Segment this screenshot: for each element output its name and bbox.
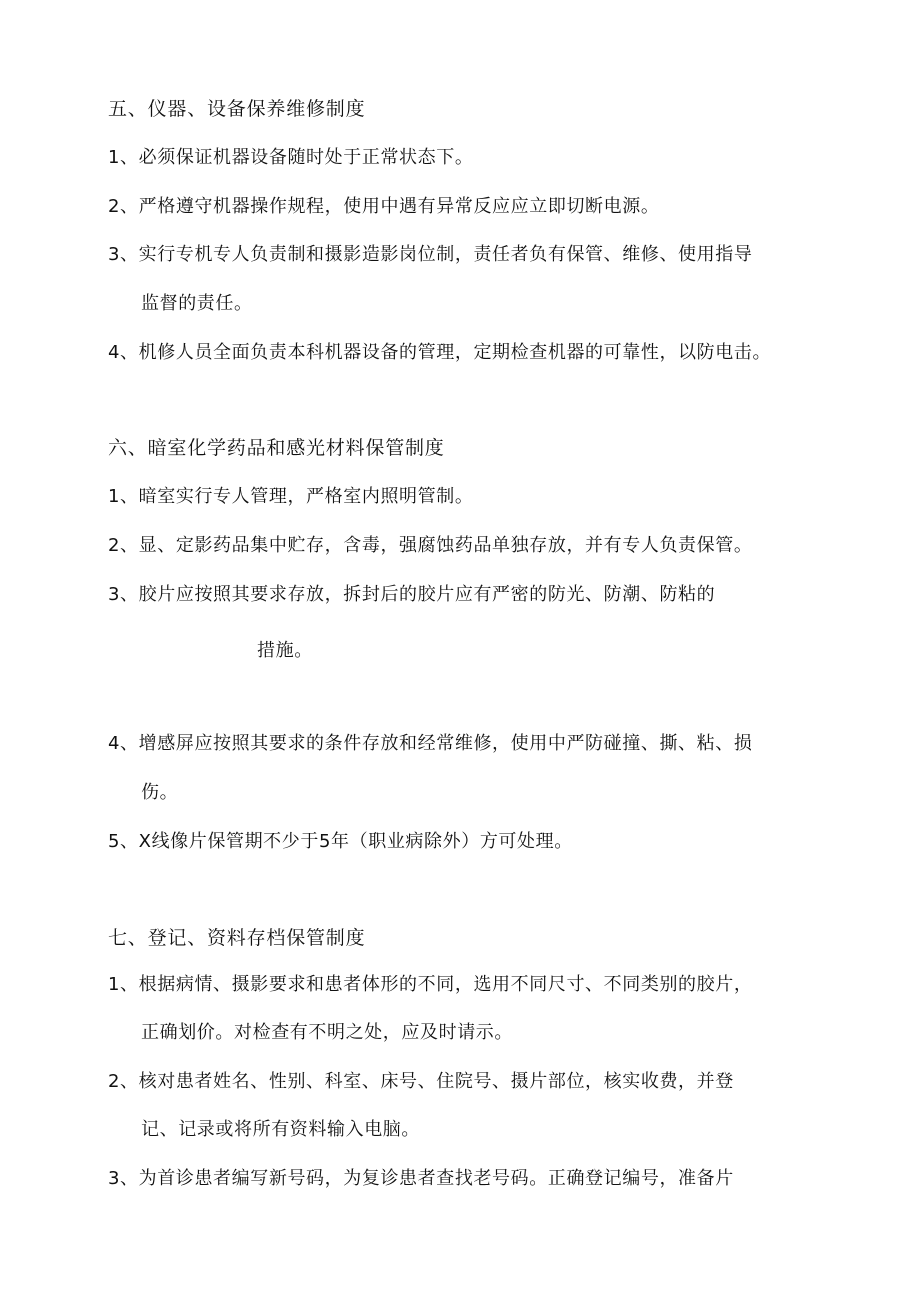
section-7-heading: 七、登记、资料存档保管制度 bbox=[108, 927, 366, 949]
section-6-item-3-cont: 措施。 bbox=[257, 640, 313, 661]
section-6-item-4-cont: 伤。 bbox=[141, 782, 179, 803]
section-5-item-2: 2、严格遵守机器操作规程，使用中遇有异常反应应立即切断电源。 bbox=[108, 196, 660, 217]
section-5-item-3: 3、实行专机专人负责制和摄影造影岗位制，责任者负有保管、维修、使用指导 bbox=[108, 244, 753, 265]
section-6-item-4: 4、增感屏应按照其要求的条件存放和经常维修，使用中严防碰撞、撕、粘、损 bbox=[108, 733, 753, 754]
section-6-item-3: 3、胶片应按照其要求存放，拆封后的胶片应有严密的防光、防潮、防粘的 bbox=[108, 584, 716, 605]
section-5-heading: 五、仪器、设备保养维修制度 bbox=[108, 98, 366, 120]
section-7-item-3: 3、为首诊患者编写新号码，为复诊患者查找老号码。正确登记编号，准备片 bbox=[108, 1168, 734, 1189]
section-7-item-2: 2、核对患者姓名、性别、科室、床号、住院号、摄片部位，核实收费，并登 bbox=[108, 1071, 734, 1092]
section-7-item-1-cont: 正确划价。对检查有不明之处，应及时请示。 bbox=[141, 1022, 513, 1043]
section-7-item-1: 1、根据病情、摄影要求和患者体形的不同，选用不同尺寸、不同类别的胶片， bbox=[108, 974, 753, 995]
section-6-item-5: 5、X线像片保管期不少于5年（职业病除外）方可处理。 bbox=[108, 831, 573, 852]
section-6-heading: 六、暗室化学药品和感光材料保管制度 bbox=[108, 437, 445, 459]
section-6-item-2: 2、显、定影药品集中贮存，含毒，强腐蚀药品单独存放，并有专人负责保管。 bbox=[108, 535, 753, 556]
section-5-item-4: 4、机修人员全面负责本科机器设备的管理，定期检查机器的可靠性，以防电击。 bbox=[108, 342, 772, 363]
section-7-item-2-cont: 记、记录或将所有资料输入电脑。 bbox=[141, 1119, 420, 1140]
section-5-item-1: 1、必须保证机器设备随时处于正常状态下。 bbox=[108, 147, 474, 168]
section-6-item-1: 1、暗室实行专人管理，严格室内照明管制。 bbox=[108, 486, 474, 507]
section-5-item-3-cont: 监督的责任。 bbox=[141, 293, 253, 314]
